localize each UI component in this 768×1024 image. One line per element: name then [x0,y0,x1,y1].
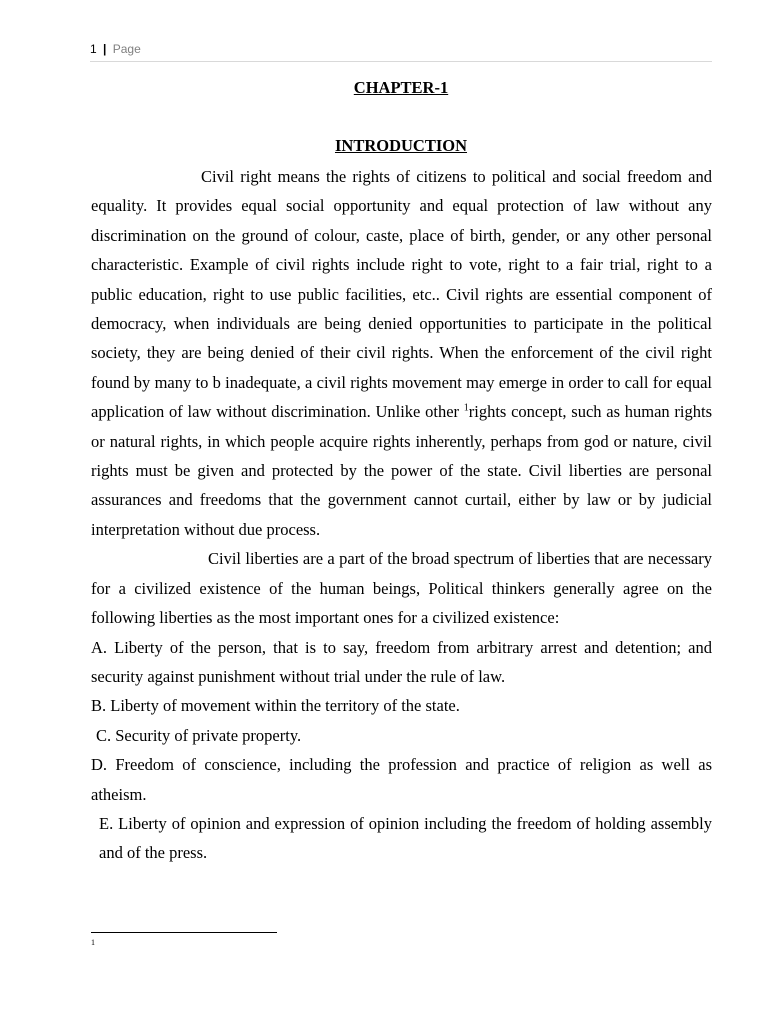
body-text [91,162,712,868]
introduction-heading: INTRODUCTION [334,136,468,155]
list-item-d: D. Freedom of conscience, including the profession and practice of religion as well as atheism. [91,755,712,804]
footnote-marker: 1 [91,938,95,947]
list-item-b: B. Liberty of movement within the territory of the state. [91,696,460,716]
paragraph-2: Civil liberties are a part of the broad spectrum of liberties that are necessary for a civilized existence of the human beings, Political thinkers generally agree on the following liberties as the most important ones for a civilized existence: [91,549,712,628]
list-item-e: E. Liberty of opinion and expression of opinion including the freedom of holding assembly and of the press. [99,813,712,863]
page-number: 1 [90,42,97,56]
page-label: Page [112,42,141,56]
paragraph-1-part-2: rights concept, such as human rights or natural rights, in which people acquire rights inherently, perhaps from god or nature, civil rights must be given and protected by the power of the state. Civil liberties are personal assurances and freedoms that the government cannot curtail, either by law or by judicial interpretation without due process. [91,402,712,539]
paragraph-1-part-1: Civil right means the rights of citizens to political and social freedom and equality. It provides equal social opportunity and equal protection of law without any discrimination on the ground of colour, caste, place of birth, gender, or any other personal characteristic. Example of civil rights include right to vote, right to a fair trial, right to a public education, right to use public facilities, etc.. Civil rights are essential component of democracy, when individuals are being denied opportunities to participate in the political society, they are being denied of their civil rights. When the enforcement of the civil right found by many to b inadequate, a civil rights movement may emerge in order to call for equal application of law without discrimination. Unlike other [91,167,712,422]
footnote-separator [91,932,277,933]
page-header [90,42,712,62]
paragraph-1 [91,162,712,544]
list-item-a: A. Liberty of the person, that is to say, freedom from arbitrary arrest and detention; and security against punishment without trial under the rule of law. [91,637,712,686]
header-separator: | [103,42,107,56]
list-item-c: C. Security of private property. [96,725,302,745]
footnote-reference[interactable]: 1 [463,402,469,414]
chapter-heading: CHAPTER-1 [353,78,449,97]
